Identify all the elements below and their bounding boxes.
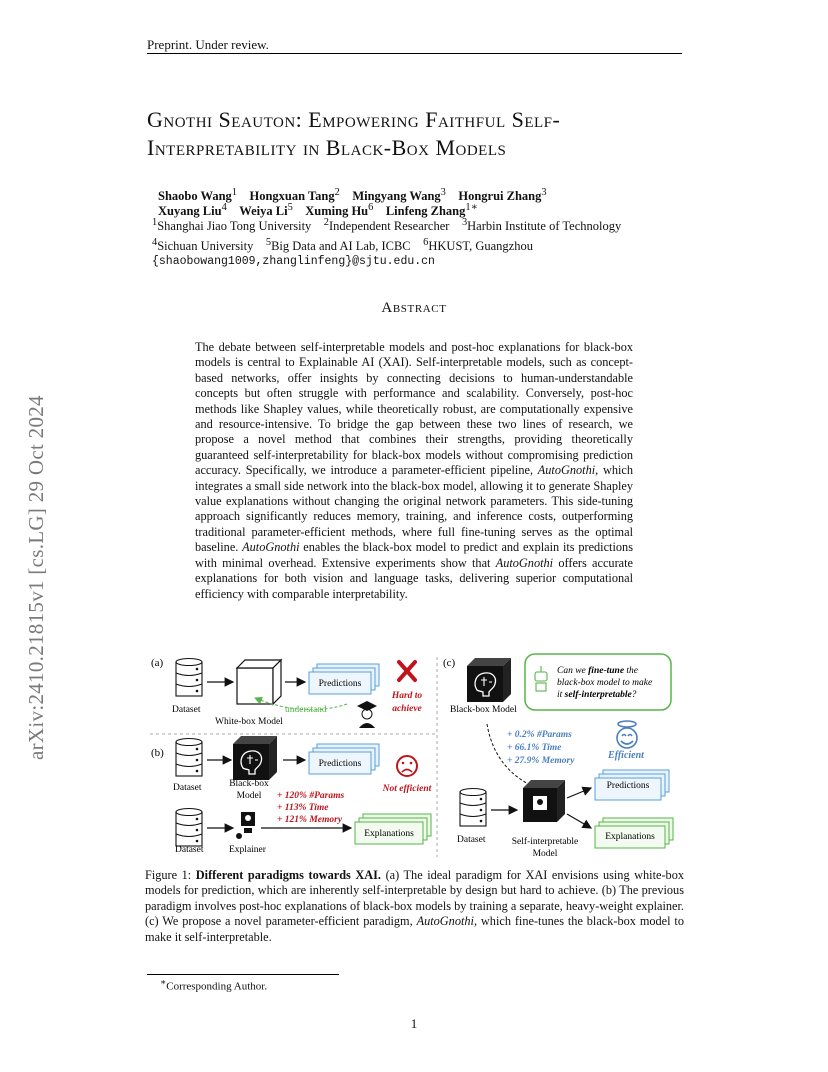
model-label: Model xyxy=(236,791,262,801)
predictions-stack-c xyxy=(595,770,669,800)
author-email[interactable]: {shaobowang1009,zhanglinfeng}@sjtu.edu.cn xyxy=(152,255,435,269)
black-box-model-label: Black-box Model xyxy=(450,705,517,715)
affiliation-row-1 xyxy=(152,215,621,235)
author-name: Weiya Li xyxy=(239,204,288,219)
affiliation: Harbin Institute of Technology xyxy=(467,219,622,234)
predictions-stack-b xyxy=(309,744,379,774)
model-label: Model xyxy=(532,849,558,859)
predictions-stack-a xyxy=(309,664,379,694)
header-rule xyxy=(147,53,682,54)
aff-sup: 4 xyxy=(152,236,158,248)
author-name: Xuming Hu xyxy=(305,204,369,219)
panel-label-b: (b) xyxy=(151,747,164,759)
svg-text:black-box model to make: black-box model to make xyxy=(557,678,653,688)
title-line-2: Interpretability in Black-Box Models xyxy=(147,135,507,160)
author-sup: 1 xyxy=(231,187,237,198)
predictions-label: Predictions xyxy=(318,679,362,689)
dataset-label: Dataset xyxy=(457,835,486,845)
self-interp-label: Self-interpretable xyxy=(511,837,579,847)
abstract-heading: Abstract xyxy=(381,300,447,316)
author-sup: 1∗ xyxy=(465,202,478,213)
aff-sup: 3 xyxy=(461,217,468,228)
affiliation: Independent Researcher xyxy=(329,219,450,234)
predictions-label: Predictions xyxy=(606,781,650,791)
author-name: Shaobo Wang xyxy=(158,189,232,204)
question-bubble xyxy=(525,654,671,710)
affiliation: Shanghai Jiao Tong University xyxy=(157,219,312,234)
aff-sup: 6 xyxy=(423,236,429,248)
affiliation-row-2 xyxy=(152,235,621,255)
white-box-cube xyxy=(237,660,281,704)
aff-sup: 5 xyxy=(265,236,272,248)
author-name: Hongrui Zhang xyxy=(458,189,542,204)
aff-sup: 2 xyxy=(323,217,329,228)
explainer-icon xyxy=(236,812,255,839)
author-name: Xuyang Liu xyxy=(158,204,222,219)
author-name: Linfeng Zhang xyxy=(385,204,466,219)
dataset-label: Dataset xyxy=(172,705,201,715)
affiliation: Sichuan University xyxy=(157,238,254,253)
method-name: AutoGnothi xyxy=(495,555,554,570)
author-sup: 3 xyxy=(541,187,547,198)
red-cross-icon xyxy=(399,662,415,680)
caption-bold: Different paradigms towards XAI. xyxy=(195,868,382,882)
white-box-label: White-box Model xyxy=(215,717,283,727)
footnote-rule xyxy=(147,974,339,975)
happy-face-icon xyxy=(617,721,637,748)
panel-label-c: (c) xyxy=(443,657,456,669)
footnote-sup: ∗ xyxy=(160,977,167,987)
dataset-label: Dataset xyxy=(173,783,202,793)
black-box-label: Black-box xyxy=(229,779,269,789)
abstract-body xyxy=(195,340,633,602)
arxiv-sidebar-stamp: arXiv:2410.21815v1 [cs.LG] 29 Oct 2024 xyxy=(24,395,48,760)
panel-label-a: (a) xyxy=(151,657,164,669)
explanations-label: Explanations xyxy=(605,832,655,842)
author-name: Mingyang Wang xyxy=(352,189,441,204)
gain-time: + 66.1% Time xyxy=(507,743,562,753)
method-name: AutoGnothi xyxy=(537,463,596,478)
cost-params: + 120% #Params xyxy=(277,791,345,801)
title-line-1: Gnothi Seauton: Empowering Faithful Self- xyxy=(147,107,561,132)
affiliation: HKUST, Guangzhou xyxy=(428,238,533,253)
caption-label: Figure 1: xyxy=(145,868,196,882)
abstract-text: , which integrates a small side network into the black-box model, allowing it to generate Shapley value explanations without changing the original network parameters. This side-tuning approach significantly reduces memory, training, and inference costs, outperforming traditional parameter-efficient methods, where full fine-tuning serves as the optimal baseline. xyxy=(195,463,633,555)
understand-label: understand xyxy=(285,705,327,715)
aff-sup: 1 xyxy=(152,217,158,228)
hard-to-label: Hard to xyxy=(391,691,423,701)
cost-memory: + 121% Memory xyxy=(277,815,343,825)
abstract-text: offers accurate explanations for both vision and language tasks, delivering superior computational efficiency with comparable interpretability. xyxy=(195,555,633,601)
method-name: AutoGnothi xyxy=(242,540,300,555)
achieve-label: achieve xyxy=(392,704,422,714)
predictions-label: Predictions xyxy=(318,759,362,769)
cost-time: + 113% Time xyxy=(277,803,329,813)
footnote xyxy=(160,977,267,993)
author-sup: 4 xyxy=(221,202,227,213)
abstract-text: enables the black-box model to predict and explain its predictions with minimal overhead. Extensive experiments show that xyxy=(195,540,633,570)
gain-memory: + 27.9% Memory xyxy=(507,756,575,766)
author-sup: 6 xyxy=(368,202,374,213)
caption-text: , which fine-tunes the black-box model to make it self-interpretable. xyxy=(145,914,684,944)
figure-1 xyxy=(145,652,685,864)
author-sup: 3 xyxy=(440,187,446,198)
efficient-label: Efficient xyxy=(608,750,644,761)
affiliations xyxy=(152,215,621,270)
explanations-label: Explanations xyxy=(364,829,414,839)
author-sup: 5 xyxy=(287,202,293,213)
gain-params: + 0.2% #Params xyxy=(507,730,572,740)
affiliation: Big Data and AI Lab, ICBC xyxy=(271,238,411,253)
dataset-label: Dataset xyxy=(175,845,204,855)
sad-face-icon xyxy=(397,756,417,776)
page-number: 1 xyxy=(410,1016,418,1031)
author-sup: 2 xyxy=(334,187,340,198)
svg-text:Can we fine-tune the: Can we fine-tune the xyxy=(557,666,639,676)
svg-text:it self-interpretable?: it self-interpretable? xyxy=(557,690,637,700)
caption-text: (a) The ideal paradigm for XAI envisions using white-box models for prediction, which are inherently self-interpretable by design but hard to achieve. (b) The previous paradigm involves post-hoc explanations of black-box models by training a separate, heavy-weight explainer. (c) We propose a novel parameter-efficient paradigm, xyxy=(145,868,684,929)
figure-caption xyxy=(145,868,684,945)
student-icon xyxy=(357,701,377,728)
footnote-text: Corresponding Author. xyxy=(166,980,268,993)
method-name: AutoGnothi xyxy=(416,914,474,929)
explanations-stack-b xyxy=(355,814,431,844)
self-interpretable-model xyxy=(523,780,565,822)
not-efficient-label: Not efficient xyxy=(382,784,432,794)
abstract-text: The debate between self-interpretable models and post-hoc explanations for black-box models is central to Explainable AI (XAI). Self-interpretable models, such as concept-based networks, offer insights by connecting decisions to human-understandable concepts but often struggle with performance and scalability. Conversely, post-hoc methods like Shapley values, while theoretically robust, are computationally expensive and resource-intensive. To bridge the gap between these two lines of research, we propose a novel method that combines their strengths, providing theoretically guaranteed self-interpretability for black-box models without compromising prediction accuracy. Specifically, we introduce a parameter-efficient pipeline, xyxy=(195,340,633,478)
running-header: Preprint. Under review. xyxy=(147,37,269,52)
author-name: Hongxuan Tang xyxy=(249,189,335,204)
explainer-label: Explainer xyxy=(229,845,266,855)
paper-title xyxy=(147,106,687,162)
explanations-stack-c xyxy=(595,818,673,848)
